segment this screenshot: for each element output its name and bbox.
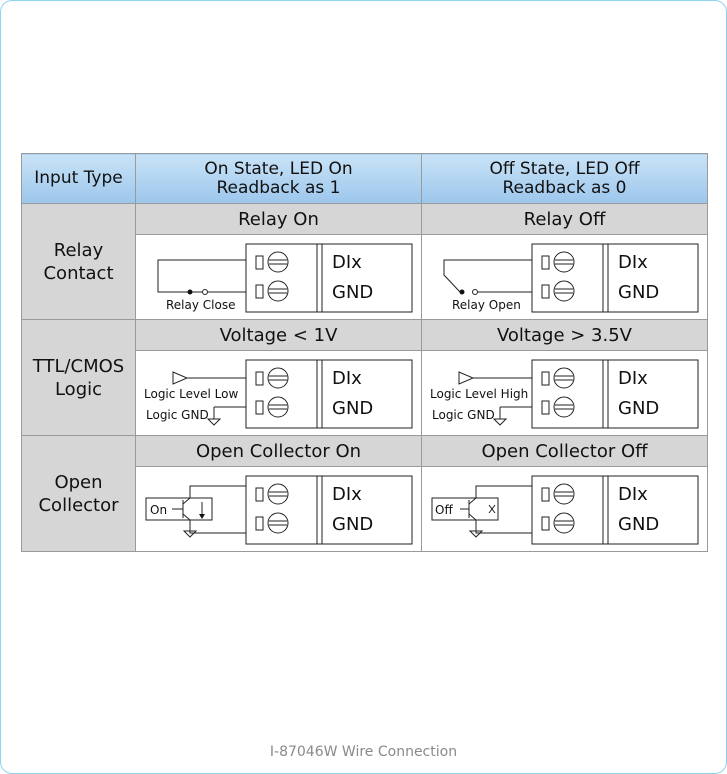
dix-label: DIx	[332, 484, 362, 505]
gnd-label: GND	[332, 398, 374, 419]
wire-connection-table	[21, 153, 708, 552]
ttl-off-diagram	[422, 351, 708, 436]
row-label-ttl-cmos: TTL/CMOS Logic	[22, 320, 136, 436]
dix-label: DIx	[618, 252, 648, 273]
header-input-type: Input Type	[22, 154, 136, 204]
logic-level-high-label: Logic Level High	[430, 387, 529, 401]
dix-label: DIx	[332, 252, 362, 273]
gnd-label: GND	[618, 282, 660, 303]
gnd-label: GND	[618, 398, 660, 419]
terminal-block	[532, 360, 698, 428]
dix-label: DIx	[332, 368, 362, 389]
figure-caption: I-87046W Wire Connection	[269, 744, 458, 760]
dix-label: DIx	[618, 484, 648, 505]
relay-off-diagram	[422, 235, 708, 320]
relay-open-label: Relay Open	[452, 298, 521, 312]
terminal-block	[246, 244, 412, 312]
gnd-label: GND	[332, 514, 374, 535]
open-collector-on-diagram	[136, 467, 422, 552]
ttl-on-diagram	[136, 351, 422, 436]
voltage-high-title: Voltage > 3.5V	[422, 320, 708, 351]
voltage-low-title: Voltage < 1V	[136, 320, 422, 351]
terminal-block	[532, 476, 698, 544]
terminal-block	[532, 244, 698, 312]
relay-on-title: Relay On	[136, 204, 422, 235]
logic-level-low-label: Logic Level Low	[144, 387, 239, 401]
logic-gnd-label: Logic GND	[432, 408, 495, 422]
row-label-open-collector: Open Collector	[22, 436, 136, 552]
open-collector-off-title: Open Collector Off	[422, 436, 708, 467]
relay-open-switch	[444, 260, 532, 295]
terminal-block	[246, 360, 412, 428]
gnd-label: GND	[332, 282, 374, 303]
row-label-relay-contact: Relay Contact	[22, 204, 136, 320]
relay-close-label: Relay Close	[166, 298, 236, 312]
off-box-label: Off	[435, 503, 453, 517]
terminal-block	[246, 476, 412, 544]
header-on-state: On State, LED On Readback as 1	[136, 154, 422, 204]
dix-label: DIx	[618, 368, 648, 389]
gnd-label: GND	[618, 514, 660, 535]
open-collector-on-title: Open Collector On	[136, 436, 422, 467]
relay-closed-switch	[158, 260, 246, 295]
logic-gnd-label: Logic GND	[146, 408, 209, 422]
header-off-state: Off State, LED Off Readback as 0	[422, 154, 708, 204]
relay-on-diagram	[136, 235, 422, 320]
relay-off-title: Relay Off	[422, 204, 708, 235]
on-box-label: On	[150, 503, 168, 517]
open-collector-off-diagram	[422, 467, 708, 552]
